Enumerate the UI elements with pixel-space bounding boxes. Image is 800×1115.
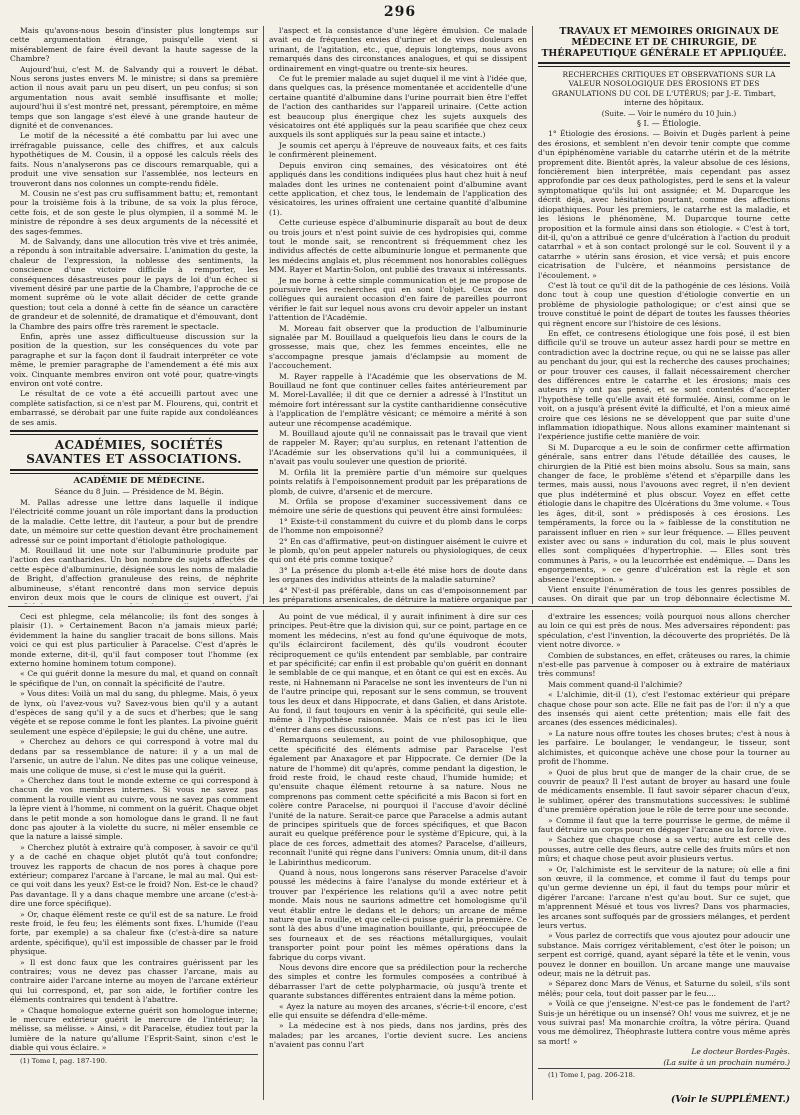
column-rule-left	[263, 26, 264, 604]
paragraph: » Comme il faut que la terre pourrisse le germe, de même il faut détruire un corps pour en dégager l'arcane ou la force vive.	[538, 815, 790, 834]
paragraph: Remarquons seulement, au point de vue philosophique, que cette spécificité des éléments admise par Paracelse l'est également par Anaxagore et par Hippocrate. Ce dernier (De la nature de l'homme) dit qu'après, comme pendant la digestion, le froid reste froid, le chaud reste chaud, l'humide humide; et qu'ensuite chaque élément retourne à sa nature. Nous ne comprenons pas comment cette spécificité a mis Bacon si fort en colère contre Paracelse, ni pourquoi il l'accuse d'avoir décliné l'unité de la nature. Serait-ce parce que Paracelse a admis autant de principes spirituels que de forces spécifiques, et que Bacon aurait eu quelque préférence pour le système d'Epicure, qui, à la place de ces forces, admettait des atomes? Paracelse, d'ailleurs, reconnaît l'unité qui règne dans l'univers: Omnia unum, dit-il dans le Labirinthus medicorum.	[269, 735, 527, 867]
session-line: Séance du 8 Juin. — Présidence de M. Bégin.	[54, 487, 224, 497]
paragraph: Le résultat de ce vote a été accueilli partout avec une complète satisfaction, si ce n'est par M. Flourens, qui, contrit et embarrassé, se dérobait par une fuite rapide aux condoléances de ses amis.	[10, 389, 258, 427]
paragraph: 2° En cas d'affirmative, peut-on distinguer aisément le cuivre et le plomb, qu'on peut appeler naturels ou physiologiques, de ceux qui ont été pris comme toxique?	[269, 536, 527, 565]
paragraph: » Chaque homologue externe guérit son homologue interne; le mercure extérieur guérit le mercure de l'intérieur; la mélisse, sa mélisse. » Ainsi, » dit Paracelse, étudiez tout par la lumière de la nature qu'allume l'Esprit-Saint, sinon c'est le diable qui vous éclaire. »	[10, 1005, 258, 1053]
academy-subtitle: ACADÉMIE DE MÉDECINE.	[73, 476, 205, 487]
paragraph: Mais qu'avons-nous besoin d'insister plus longtemps sur cette argumentation étrange, puisqu'elle vient si misérablement de faire éveil devant la haute sagesse de la Chambre?	[10, 26, 258, 64]
horizontal-rule-middle	[8, 606, 792, 607]
paragraph: M. Rayer rappelle à l'Académie que les observations de M. Bouillaud ne font que continuer celles faites antérieurement par M. Morel-Lavallée; il dit que ce dernier a adressé à l'Institut un mémoire fort intéressant sur la cystite cantharidienne consécutive à l'application de l'emplâtre vésicant; ce mémoire a mérité à son auteur une récompense académique.	[269, 371, 527, 428]
paragraph: Au point de vue médical, il y aurait infiniment à dire sur ces principes. Peut-être que la division qui, sur ce point, partage en ce moment les médecins, n'est au fond qu'une équivoque de mots, qu'ils éclairciront facilement, dès qu'ils voudront écouter réciproquement ce qu'ils entendent par semblable, par contraire et par spécificité; car enfin il est probable qu'on guérit en donnant le semblable de ce qui manque, et en ôtant ce qui est en excès. Au reste, ni Hahnemann ni Paracelse ne sont les inventeurs de l'un ni de l'autre principe qui, reposant sur le sens commun, se trouvent tous les deux et dans Hippocrate, et dans Galien, et dans Aristote. Au fond, il faut toujours en venir à la spécificité, qui seule elle-même à l'hypothèse raisonnée. Mais ce n'est pas ici le lieu d'entrer dans ces discussions.	[269, 612, 527, 734]
paragraph: M. Pallas adresse une lettre dans laquelle il indique l'électricité comme jouant un rôle important dans la production de la maladie. Cette lettre, dit l'auteur, a pour but de prendre date, un mémoire sur cette question devant être prochainement adressé sur ce point important d'étiologie pathologique.	[10, 497, 258, 545]
paragraph: » Séparez donc Mars de Vénus, et Saturne du soleil, s'ils sont mêlés; pour cela, tout doit passer par le feu....	[538, 979, 790, 998]
column-bottom-left	[10, 612, 258, 1092]
footnote: (1) Tome I, pag. 187-190.	[10, 1054, 258, 1065]
paragraph: Cette curieuse espèce d'albuminurie disparaît au bout de deux ou trois jours et n'est point suivie de ces hydropisies qui, comme tout le monde sait, se rencontrent si fréquemment chez les individus affectés de cette albuminurie longue et permanente que les médecins anglais et, plus récemment nos honorables collègues MM. Rayer et Martin-Solon, ont publié des travaux si intéressants.	[269, 218, 527, 275]
section-divider	[10, 430, 258, 435]
paragraph: « L'alchimie, dit-il (1), c'est l'estomac extérieur qui prépare chaque chose pour son acte. Elle ne fait pas de l'or: il n'y a que des insensés qui aient cette prétention; mais elle fait des arcanes (des essences médicinales).	[538, 690, 790, 728]
rubric-title: TRAVAUX ET MÉMOIRES ORIGINAUX DE MÉDECINE ET DE CHIRURGIE, DE THÉRAPEUTIQUE GÉNÉRALE ET APPLIQUÉE.	[541, 26, 787, 59]
paragraph: Mais comment quand-il l'alchimie?	[548, 679, 683, 689]
column-top-right	[538, 26, 790, 604]
paragraph: Quand à nous, nous longerons sans réserver Paracelse d'avoir poussé les médecins à faire l'analyse du monde extérieur et à trouver par l'expérience les relations qu'il a avec notre petit monde. Mais nous ne saurions admettre cet homologisme qu'il veut établir entre le dedans et le dehors; un arcane de même nature que la rouille, et que celle-ci puisse guérir la première. Ce sont là des abus d'une imagination bouillante, qui, préoccupée de ses fourneaux et de ses réactions métallurgiques, voulait transporter point pour point les mêmes opérations dans la fabrique du corps vivant.	[269, 867, 527, 962]
paragraph: » La nature nous offre toutes les choses brutes; c'est à nous à les parfaire. Le boulanger, le vendangeur, le tisseur, sont alchimistes, et quiconque achève une chose pour la tourner au profit de l'homme.	[538, 728, 790, 767]
paragraph: M. Orfila se propose d'examiner successivement dans ce mémoire une série de questions qui peuvent être ainsi formulées:	[269, 496, 527, 516]
paragraph: C'est là tout ce qu'il dit de la pathogénie de ces lésions. Voilà donc tout à coup une question d'étiologie convertie en un problème de physiologie pathologique; or c'est ainsi que se trouve constitué le point de départ de toutes les fausses théories qui règnent encore sur l'histoire de ces lésions.	[538, 280, 790, 328]
paragraph: » Il est donc faux que les contraires guérissent par les contraires; vous ne devez pas chasser l'arcane, mais au contraire aider l'arcane interne au moyen de l'arcane extérieur qui lui correspond, et, par son aide, le fortifier contre les éléments contraires qui tendent à l'abattre.	[10, 957, 258, 1005]
section-divider	[10, 469, 258, 474]
paragraph: » Vous dites: Voilà un mal du sang, du phlegme. Mais, ô yeux de lynx, où l'avez-vous vu? Savez-vous bien qu'il y a autant d'espèces de sang qu'il y a de sucs et d'herbes; que le sang végète et se repose comme le font les plantes. La pivoine guérit seulement une espèce d'épilepsie; le gui du chêne, une autre.	[10, 689, 258, 736]
paragraph: M. Moreau fait observer que la production de l'albuminurie signalée par M. Bouillaud a quelquefois lieu dans le cours de la grossesse, mais que, chez les femmes enceintes, elle ne s'accompagne presque jamais d'éclampsie au moment de l'accouchement.	[269, 323, 527, 371]
paragraph: M. Rouillaud lit une note sur l'albuminurie produite par l'action des cantharides. Un bon nombre de sujets affectés de cette espèce d'albuminurie, désignée sous les noms de maladie de Bright, d'affection granuleuse des reins, de néphrite albumineuse, s'étant rencontré dans mon service depuis environ deux mois que le cours de clinique est ouvert, j'ai	[10, 545, 258, 602]
paragraph: M. Orfila lit la première partie d'un mémoire sur quelques points relatifs à l'empoisonnement produit par les préparations de plomb, de cuivre, d'arsenic et de mercure.	[269, 467, 527, 496]
page-number: 296	[383, 4, 417, 20]
paragraph: 3° La présence du plomb a-t-elle été mise hors de doute dans les organes des individus atteints de la maladie saturnine?	[269, 565, 527, 585]
paragraph: 4° N'est-il pas préférable, dans un cas d'empoisonnement par les préparations arsenicales, de détruire la matière organique par	[269, 585, 527, 604]
section-divider	[538, 62, 790, 67]
section-heading: § I. — Étiologie.	[636, 119, 702, 129]
paragraph: Aujourd'hui, c'est M. de Salvandy qui a rouvert le débat. Nous serons justes envers M. le ministre; si dans sa première action il nous avait paru un peu disert, un peu confus; si son argumentation nous avait semblé insuffisante et molle; aujourd'hui il s'est montré net, pressant, péremptoire, en même temps que son langage s'est élevé à une grande hauteur de dignité et de convenances.	[10, 64, 258, 131]
paragraph: Je me borne à cette simple communication et je me propose de poursuivre les recherches qui en sont l'objet. Ceux de nos collègues qui auraient occasion d'en faire de pareilles pourront vérifier le fait sur lequel nous avons cru devoir appeler un instant l'attention de l'Académie.	[269, 275, 527, 323]
paragraph: M. Bouillaud ajoute qu'il ne connaissait pas le travail que vient de rappeler M. Rayer; qu'au surplus, en retenant l'attention de l'Académie sur les observations qu'il lui a communiquées, il n'avait pas voulu soulever une question de priorité.	[269, 429, 527, 467]
paragraph: M. de Salvandy, dans une allocution très vive et très animée, a répondu à son intraitable adversaire. L'animation du geste, la chaleur de l'expression, la noblesse des sentiments, la conscience d'une victoire difficile à remporter, les conséquences désastreuses pour le pays de loi d'un échec si vivement désiré par une partie de la Chambre, l'approche de ce moment suprême où le vote allait décider de cette grande question; tout cela a donné à cette fin de séance un caractère de grandeur et de solennité, de dramatique et d'émouvant, dont la Chambre des pairs offre très rarement le spectacle.	[10, 236, 258, 331]
paragraph: » Cherchez dans tout le monde externe ce qui correspond à chacun de vos membres internes. Si vous ne savez pas comment la rouille vient au cuivre, vous ne savez pas comment la lèpre vient à l'homme, ni comment on la guérit. Chaque objet dans le petit monde a son homologue dans le grand. Il ne faut donc pas ajouter à la violette du sucre, ni mêler ensemble ce que la nature a laissé simple.	[10, 775, 258, 842]
paragraph: » Or, chaque élément reste ce qu'il est de sa nature. Le froid reste froid, le feu feu; les éléments sont fixes. L'humide (l'eau forte, par exemple) a sa chaleur fixe (c'est-à-dire sa nature ardente, spécifique), qu'il est impossible de chasser par le froid physique.	[10, 909, 258, 957]
paragraph: Vient ensuite l'énumération de tous les genres possibles de causes. On dirait que par un trop débonnaire éclectisme M.	[538, 584, 790, 604]
supplement-note: (Voir le SUPPLÉMENT.)	[670, 1095, 790, 1105]
paragraph: » Sachez que chaque chose a sa vertu; autre est celle des pousses, autre celle des fleurs, autre celle des fruits mûrs et non mûrs; et chaque chose peut avoir plusieurs vertus.	[538, 835, 790, 864]
continuation-note: (Suite. — Voir le numéro du 10 Juin.)	[601, 108, 737, 118]
paragraph: « Ayez la nature au moyen des arcanes, s'écrie-t-il encore, c'est elle qui ensuite se défendra d'elle-même.	[269, 1001, 527, 1021]
paragraph: 1° Étiologie des érosions. — Boivin et Dugès parlent à peine des érosions, et semblent n'en devoir tenir compte que comme d'un épiphénomène variable du catarrhe utérin et de la métrite proprement dite. Bientôt après, la valeur absolue de ces lésions, foncièrement bien interprétée, mais cependant pas assez approfondie par ces deux pathologistes, perd le sens et la valeur symptomatique qu'ils lui ont assignée; et M. Duparcque les décrit déjà, avec hésitation pourtant, comme des affections idiopathiques. Pour les premiers, le catarrhe est la maladie, et les lésions le phénomène, M. Duparcque tourne cette proposition et la formule ainsi dans son étiologie. « C'est à tort, dit-il, qu'on a attribué ce genre d'ulcération à l'action du produit catarrhal » et à son contact prolongé sur le col. Souvent il y a catarrhe » utérin sans érosion, et vice versâ; et puis encore cicatrisation de l'ulcère, et néanmoins persistance de l'écoulement. »	[538, 129, 790, 280]
paragraph: Le motif de la nécessité a été combattu par lui avec une irréfragable puissance, celle des chiffres, et aux calculs hypothétiques de M. Cousin, il a opposé les calculs réels des faits. Nous n'analyserons pas ce discours remarquable, qui a produit une vive sensation sur l'assemblée, nos lecteurs en trouveront dans nos colonnes un compte-rendu fidèle.	[10, 131, 258, 188]
column-rule-bottom-right	[532, 610, 533, 1100]
paragraph: » Quoi de plus brut que de manger de la chair crue, de se couvrir de peaux? Il l'est autant de broyer au hasard une foule de médicaments ensemble. Il faut savoir séparer chacun d'eux, le sublimer, opérer des transmutations successives: le sublimé d'une première opération joue le rôle de terre pour une seconde.	[538, 767, 790, 815]
column-rule-right	[532, 26, 533, 604]
paragraph: d'extraire les essences; voilà pourquoi nous allons chercher au loin ce qui est près de nous. Mes adversaires répondent: pas spéculation, c'est l'invention, la découverte des propriétés. De là vient notre divorce. »	[538, 612, 790, 650]
section-title-academies: ACADÉMIES, SOCIÉTÉS SAVANTES ET ASSOCIATIONS.	[26, 438, 242, 467]
paragraph: 1° Existe-t-il constamment du cuivre et du plomb dans le corps de l'homme non empoisonné?	[269, 516, 527, 536]
paragraph: Depuis environ cinq semaines, des vésicatoires ont été appliqués dans les conditions indiquées plus haut chez huit à neuf malades dont les urines ne contenaient point d'albumine avant cette application, et chez tous, le lendemain de l'application des vésicatoires, les urines offraient une certaine quantité d'albumine (1).	[269, 160, 527, 217]
paragraph: » Cherchez plutôt à extraire qu'à composer, à savoir ce qu'il y a de caché en chaque objet plutôt qu'à tout confondre; trouvez les rapports de chacun de nos pores à chaque pore extérieur; comparez l'arcane à l'arcane, le mal au mal. Qui est-ce qui voit dans les yeux? Est-ce le froid? Non. Est-ce le chaud? Pas davantage. Il y a dans chaque membre une arcane (c'est-à-dire une force spécifique).	[10, 842, 258, 909]
paragraph: Enfin, après une assez difficultueuse discussion sur la position de la question, sur les conséquences du vote par paragraphe et sur la façon dont il faudrait interpréter ce vote même, le premier paragraphe de l'amendement a été mis aux voix. Cinquante membres environ ont voté pour, quatre-vingts environ ont voté contre.	[10, 332, 258, 389]
paragraph: Ce fut le premier malade au sujet duquel il me vint à l'idée que, dans quelques cas, la présence momentanée et accidentelle d'une certaine quantité d'albumine dans l'urine pourrait bien être l'effet de l'action des cantharides sur l'appareil urinaire. (Cette action est beaucoup plus énergique chez les sujets auxquels des vésicatoires ont été appliqués sur la peau scarifiée que chez ceux auxquels ils sont appliqués sur la peau saine et intacte.)	[269, 74, 527, 140]
footnote: (1) Tome I, pag. 206-218.	[538, 1068, 790, 1079]
column-rule-bottom-left	[263, 610, 264, 1100]
paragraph: » Voilà ce que j'enseigne. N'est-ce pas le fondement de l'art? Suis-je un hérétique ou un insensé? Oh! vous me suivrez, et je ne vous suivrai pas! Ma monarchie croîtra, la vôtre périra. Quand vous me démolirez, Théophraste luttera contre vous même après sa mort! »	[538, 999, 790, 1046]
column-top-left	[10, 26, 258, 604]
paragraph: En effet, ce contresens étiologique une fois posé, il est bien difficile qu'il se trouve un auteur assez hardi pour se mettre en contradiction avec la doctrine reçue, ou qui ne se laisse pas aller au penchant du jour, qui est la recherche des causes prochaines; or pour trouver ces causes, il fallait nécessairement chercher des différences entre le catarrhe et les érosions; mais ces auteurs n'y ont pas pensé, et se sont contentés d'accepter l'hypothèse telle qu'elle avait été formulée. Ainsi, comme on le voit, on a jusqu'à présent évité la difficulté, et l'on a mieux aimé croire que ces lésions ne se développent que par suite d'une inflammation idiopathique. Nous allons examiner maintenant si l'expérience justifie cette manière de voir.	[538, 328, 790, 442]
paragraph: Ceci est phlegme, cela mélancolie; ils font des songes à plaisir (1). » Certainement Bacon n'a jamais mieux parlé; évidemment la haine du sanglier tracait de bons sillons. Mais voici ce qui est plus particulier à Paracelse. C'est d'après le monde externe, dit-il, qu'il faut composer tout l'homme (ex externo homine hominem totum compone).	[10, 612, 258, 669]
paragraph: l'aspect et la consistance d'une légère émulsion. Ce malade avait eu de fréquentes envies d'uriner et de vives douleurs en urinant, de l'agitation, etc., que, depuis longtemps, nous avons remarqués dans des circonstances analogues, et qui se dissipent ordinairement en vingt-quatre ou trente-six heures.	[269, 26, 527, 73]
paragraph: Si M. Duparcque a eu le soin de confirmer cette affirmation générale, sans entrer dans l'étude détaillée des causes, le chirurgien de la Pitié est bien moins absolu. Sous sa main, sans changer de face, le problème s'étend et s'éparpille dans les termes, mais aussi, nous l'avouons avec regret, il n'en devient que plus indéterminé et plus obscur. Voyez en effet cette étiologie dans le chapitre des Ulcérations du 3me volume. « Tous les âges, dit-il, sont » prédisposés à ces érosions. Les tempéraments, la force ou la » faiblesse de la constitution ne paraissent influer en rien » sur leur fréquence. — Elles peuvent exister avec ou sans » induration du col, mais le plus souvent elles sont compliquées d'hypertrophie. — Elles sont très communes à Paris, » ou la leucorrhée est endémique. — Dans les engorgements, » ce genre d'ulcération est la règle et son absence l'exception. »	[538, 442, 790, 584]
column-bottom-middle	[269, 612, 527, 1092]
paragraph: Combien de substances, en effet, crâteuses ou rares, la chimie n'est-elle pas parvenue à composer ou à extraire de matériaux très communs!	[538, 650, 790, 679]
article-title: RECHERCHES CRITIQUES ET OBSERVATIONS SUR LA VALEUR NOSOLOGIQUE DES ÉROSIONS ET DES GRANULATIONS DU COL DE L'UTÉRUS; par J.-E. Timbart, interne des hôpitaux.	[551, 70, 777, 108]
paragraph: » Vous parlez de correctifs que vous ajoutez pour adoucir une substance. Mais corrigez véritablement, c'est ôter le poison; un serpent est corrigé, quand, ayant séparé la tête et le venin, vous pouvez le donner en bouillon. Un arcane mange une mauvaise odeur, mais ne la détruit pas.	[538, 931, 790, 979]
paragraph: » Or, l'alchimiste est le serviteur de la nature; où elle a fini son œuvre, il la commence, et comme il faut du temps pour qu'un germe devienne un épi, il faut du temps pour mûrir et digérer l'arcane: l'arcane n'est qu'au bout. Sur ce sujet, que m'apprennent Mésué et tous vos livres? Dans vos pharmacies, les arcanes sont suffoqués par de grossiers mélanges, et perdent leurs vertus.	[538, 864, 790, 930]
author-signature: Le docteur Bordes-Pagès.	[691, 1047, 790, 1057]
paragraph: M. Cousin ne s'est pas cru suffisamment battu; et, remontant pour la troisième fois à la tribune, de sa voix la plus féroce, cette fois, et de son geste le plus olympien, il a sommé M. le ministre de répondre à ses deux arguments de la nécessité et des sages-femmes.	[10, 188, 258, 236]
paragraph: » Cherchez au dehors ce qui correspond à votre mal du dedans par sa ressemblance de nature: il y a un mal de l'arsenic, un autre de l'alun. Ne dites pas une colique veineuse, mais une colique de muse, si c'est le muse qui la guérit.	[10, 737, 258, 775]
paragraph: Je soumis cet aperçu à l'épreuve de nouveaux faits, et ces faits le confirmèrent pleinement.	[269, 140, 527, 160]
paragraph: « Ce qui guérit donne la mesure du mal, et quand on connaît le spécifique de l'un, on connaît la spécificité de l'autre.	[10, 669, 258, 688]
column-bottom-right	[538, 612, 790, 1092]
column-top-middle	[269, 26, 527, 604]
continuation-note: (La suite à un prochain numéro.)	[663, 1057, 790, 1067]
paragraph: » La médecine est à nos pieds, dans nos jardins, près des malades; par les arcanes, l'ortie devient sucre. Les anciens n'avaient pas connu l'art	[269, 1021, 527, 1050]
paragraph: Nous devons dire encore que sa prédilection pour la recherche des simples et contre les formules composées a contribué à débarrasser l'art de cette polypharmacie, où jusqu'à trente et quarante substances différentes entraient dans la même potion.	[269, 963, 527, 1001]
